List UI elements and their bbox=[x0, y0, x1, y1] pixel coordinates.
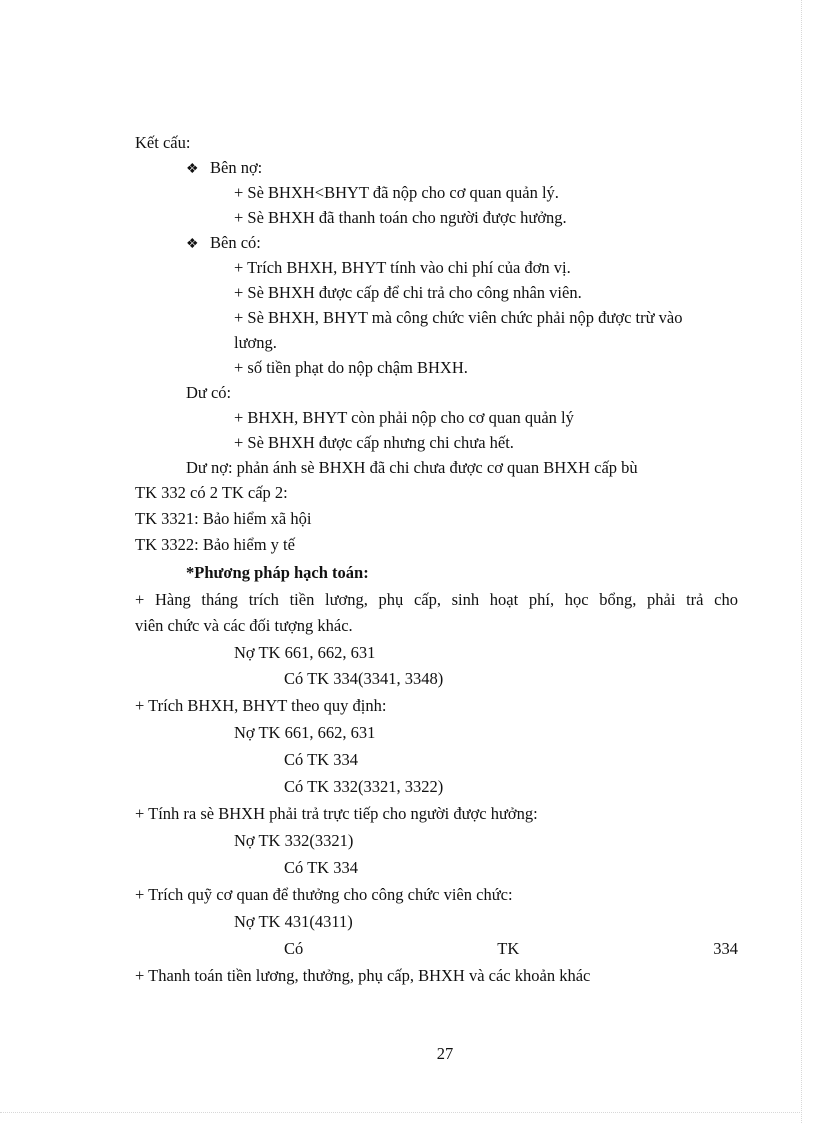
diamond-bullet-icon: ❖ bbox=[186, 162, 199, 177]
text-line: + Thanh toán tiền lương, thưởng, phụ cấp, BHXH và các khoản khác bbox=[135, 966, 591, 985]
text-line: + Tính ra sè BHXH phải trả trực tiếp cho người được hưởng: bbox=[135, 804, 538, 823]
text-line: + Sè BHXH, BHYT mà công chức viên chức phải nộp được trừ vào bbox=[234, 308, 683, 327]
journal-credit-line: Có TK 334 bbox=[284, 858, 358, 877]
journal-credit-line: Có TK 334(3341, 3348) bbox=[284, 669, 444, 688]
account-word: TK bbox=[497, 939, 520, 958]
heading-structure: Kết cấu: bbox=[135, 133, 191, 152]
page-border bbox=[801, 0, 802, 1123]
text-line: TK 3322: Bảo hiểm y tế bbox=[135, 535, 295, 554]
text-line: + Sè BHXH được cấp nhưng chi chưa hết. bbox=[234, 433, 514, 452]
text-line: + Hàng tháng trích tiền lương, phụ cấp, sinh hoạt phí, học bổng, phải trả cho bbox=[135, 590, 738, 609]
text-line: + Trích BHXH, BHYT tính vào chi phí của đơn vị. bbox=[234, 258, 571, 277]
journal-debit-line: Nợ TK 661, 662, 631 bbox=[234, 643, 376, 662]
account-number: 334 bbox=[713, 939, 738, 958]
text-line: TK 3321: Bảo hiểm xã hội bbox=[135, 509, 312, 528]
text-line: + số tiền phạt do nộp chậm BHXH. bbox=[234, 358, 468, 377]
credit-balance-heading: Dư có: bbox=[186, 383, 232, 402]
section-heading-method: *Phương pháp hạch toán: bbox=[186, 563, 369, 582]
debit-balance-line: Dư nợ: phản ánh sè BHXH đã chi chưa được cơ quan BHXH cấp bù bbox=[186, 458, 638, 477]
text-line: + Sè BHXH<BHYT đã nộp cho cơ quan quản lý. bbox=[234, 183, 559, 202]
journal-credit-line: Có TK 332(3321, 3322) bbox=[284, 777, 444, 796]
text-line: + Sè BHXH đã thanh toán cho người được hưởng. bbox=[234, 208, 567, 227]
text-line: + Trích BHXH, BHYT theo quy định: bbox=[135, 696, 387, 715]
credit-word: Có bbox=[284, 939, 304, 958]
diamond-bullet-icon: ❖ bbox=[186, 237, 199, 252]
journal-debit-line: Nợ TK 661, 662, 631 bbox=[234, 723, 376, 742]
journal-credit-line-justified bbox=[284, 939, 738, 959]
text-line: + Trích quỹ cơ quan để thưởng cho công chức viên chức: bbox=[135, 885, 513, 904]
text-line: + BHXH, BHYT còn phải nộp cho cơ quan quản lý bbox=[234, 408, 574, 427]
text-line: viên chức và các đối tượng khác. bbox=[135, 616, 353, 635]
text-line: + Sè BHXH được cấp để chi trả cho công nhân viên. bbox=[234, 283, 582, 302]
debit-side-heading: ❖ Bên nợ: bbox=[186, 158, 263, 177]
journal-credit-line: Có TK 334 bbox=[284, 750, 358, 769]
credit-side-heading: ❖ Bên có: bbox=[186, 233, 261, 252]
text-line: TK 332 có 2 TK cấp 2: bbox=[135, 483, 288, 502]
text-line: lương. bbox=[234, 333, 277, 352]
page-number: 27 bbox=[436, 1044, 454, 1063]
journal-debit-line: Nợ TK 431(4311) bbox=[234, 912, 353, 931]
journal-debit-line: Nợ TK 332(3321) bbox=[234, 831, 354, 850]
page-bottom-border bbox=[0, 1112, 802, 1113]
